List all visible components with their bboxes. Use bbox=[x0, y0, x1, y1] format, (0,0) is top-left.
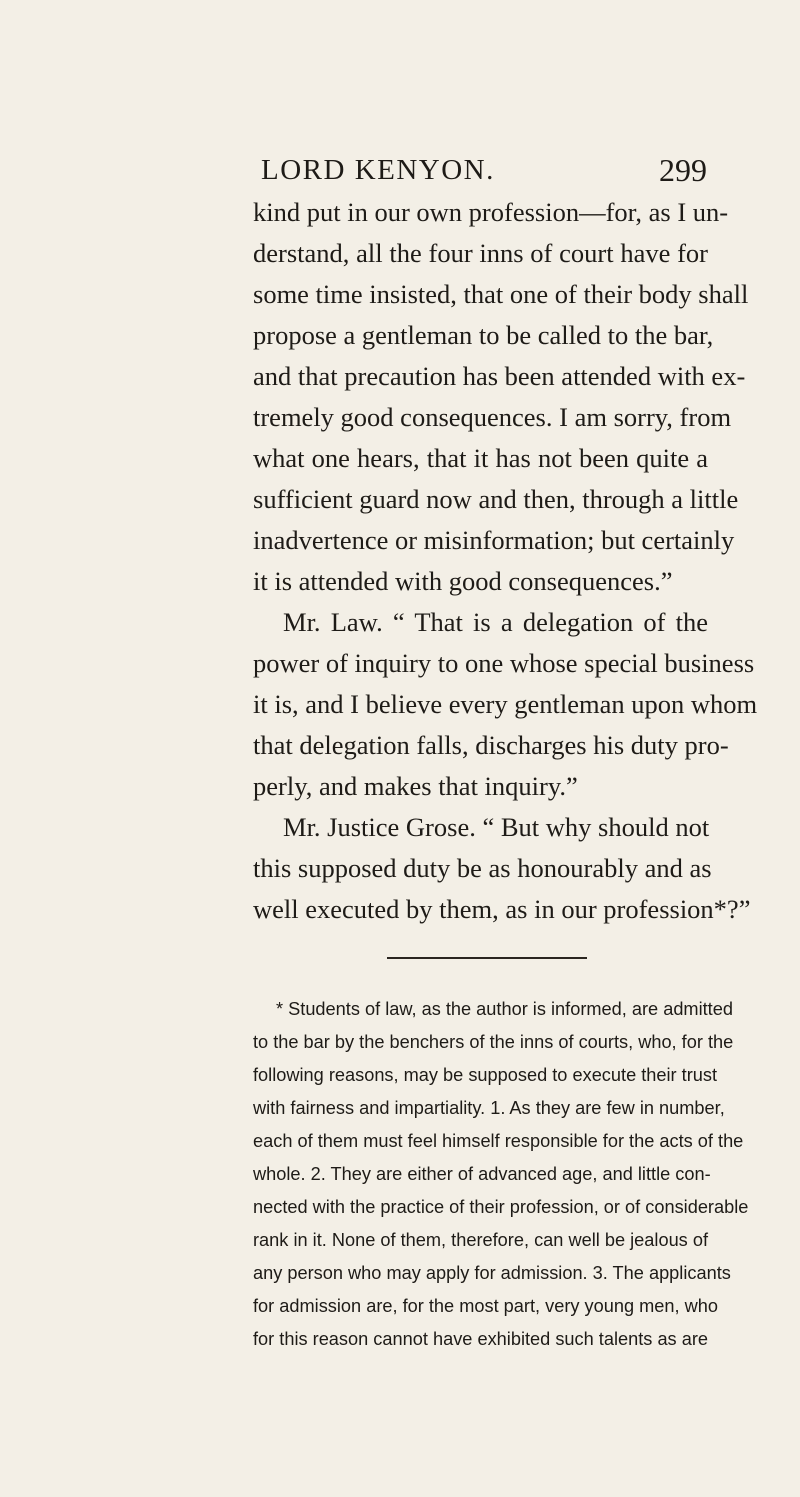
body-line: that delegation falls, discharges his duty pro- bbox=[253, 730, 729, 760]
body-line: sufficient guard now and then, through a little bbox=[253, 484, 739, 514]
footnote-line: whole. 2. They are either of advanced age, and little con- bbox=[253, 1164, 711, 1184]
body-line: it is, and I believe every gentleman upon whom bbox=[253, 689, 758, 719]
footnote-line: rank in it. None of them, therefore, can well be jealous of bbox=[253, 1230, 708, 1250]
footnote-rule bbox=[387, 957, 587, 959]
body-line: derstand, all the four inns of court have for bbox=[253, 238, 708, 268]
body-line: inadvertence or misinformation; but certainly bbox=[253, 525, 735, 555]
footnote-line: for this reason cannot have exhibited such talents as are bbox=[253, 1329, 708, 1349]
page-number: 299 bbox=[659, 152, 707, 188]
page-header bbox=[255, 150, 707, 190]
body-line: it is attended with good consequences.” bbox=[253, 566, 673, 596]
footnote-line: for admission are, for the most part, very young men, who bbox=[253, 1296, 718, 1316]
body-line: tremely good consequences. I am sorry, from bbox=[253, 402, 732, 432]
footnote-line: following reasons, may be supposed to execute their trust bbox=[253, 1065, 718, 1085]
running-head: LORD KENYON. bbox=[261, 154, 495, 186]
body-line: this supposed duty be as honourably and as bbox=[253, 853, 712, 883]
body-line: Mr. Justice Grose. “ But why should not bbox=[283, 812, 710, 842]
body-line: power of inquiry to one whose special business bbox=[253, 648, 755, 678]
footnote-line: * Students of law, as the author is informed, are admitted bbox=[276, 999, 733, 1019]
body-line: propose a gentleman to be called to the bar, bbox=[253, 320, 714, 350]
footnote-line: to the bar by the benchers of the inns of courts, who, for the bbox=[253, 1032, 734, 1052]
footnote-line: each of them must feel himself responsible for the acts of the bbox=[253, 1131, 744, 1151]
footnote-line: with fairness and impartiality. 1. As they are few in number, bbox=[253, 1098, 725, 1118]
body-line: Mr. Law. “ That is a delegation of the bbox=[283, 607, 708, 637]
body-line: well executed by them, as in our profession*?” bbox=[253, 894, 751, 924]
footnote-line: nected with the practice of their profession, or of considerable bbox=[253, 1197, 749, 1217]
body-line: perly, and makes that inquiry.” bbox=[253, 771, 578, 801]
footnote-line: any person who may apply for admission. 3. The applicants bbox=[253, 1263, 731, 1283]
body-line: what one hears, that it has not been quite a bbox=[253, 443, 708, 473]
body-line: kind put in our own profession—for, as I un- bbox=[253, 197, 729, 227]
body-line: some time insisted, that one of their body shall bbox=[253, 279, 749, 309]
body-line: and that precaution has been attended with ex- bbox=[253, 361, 746, 391]
